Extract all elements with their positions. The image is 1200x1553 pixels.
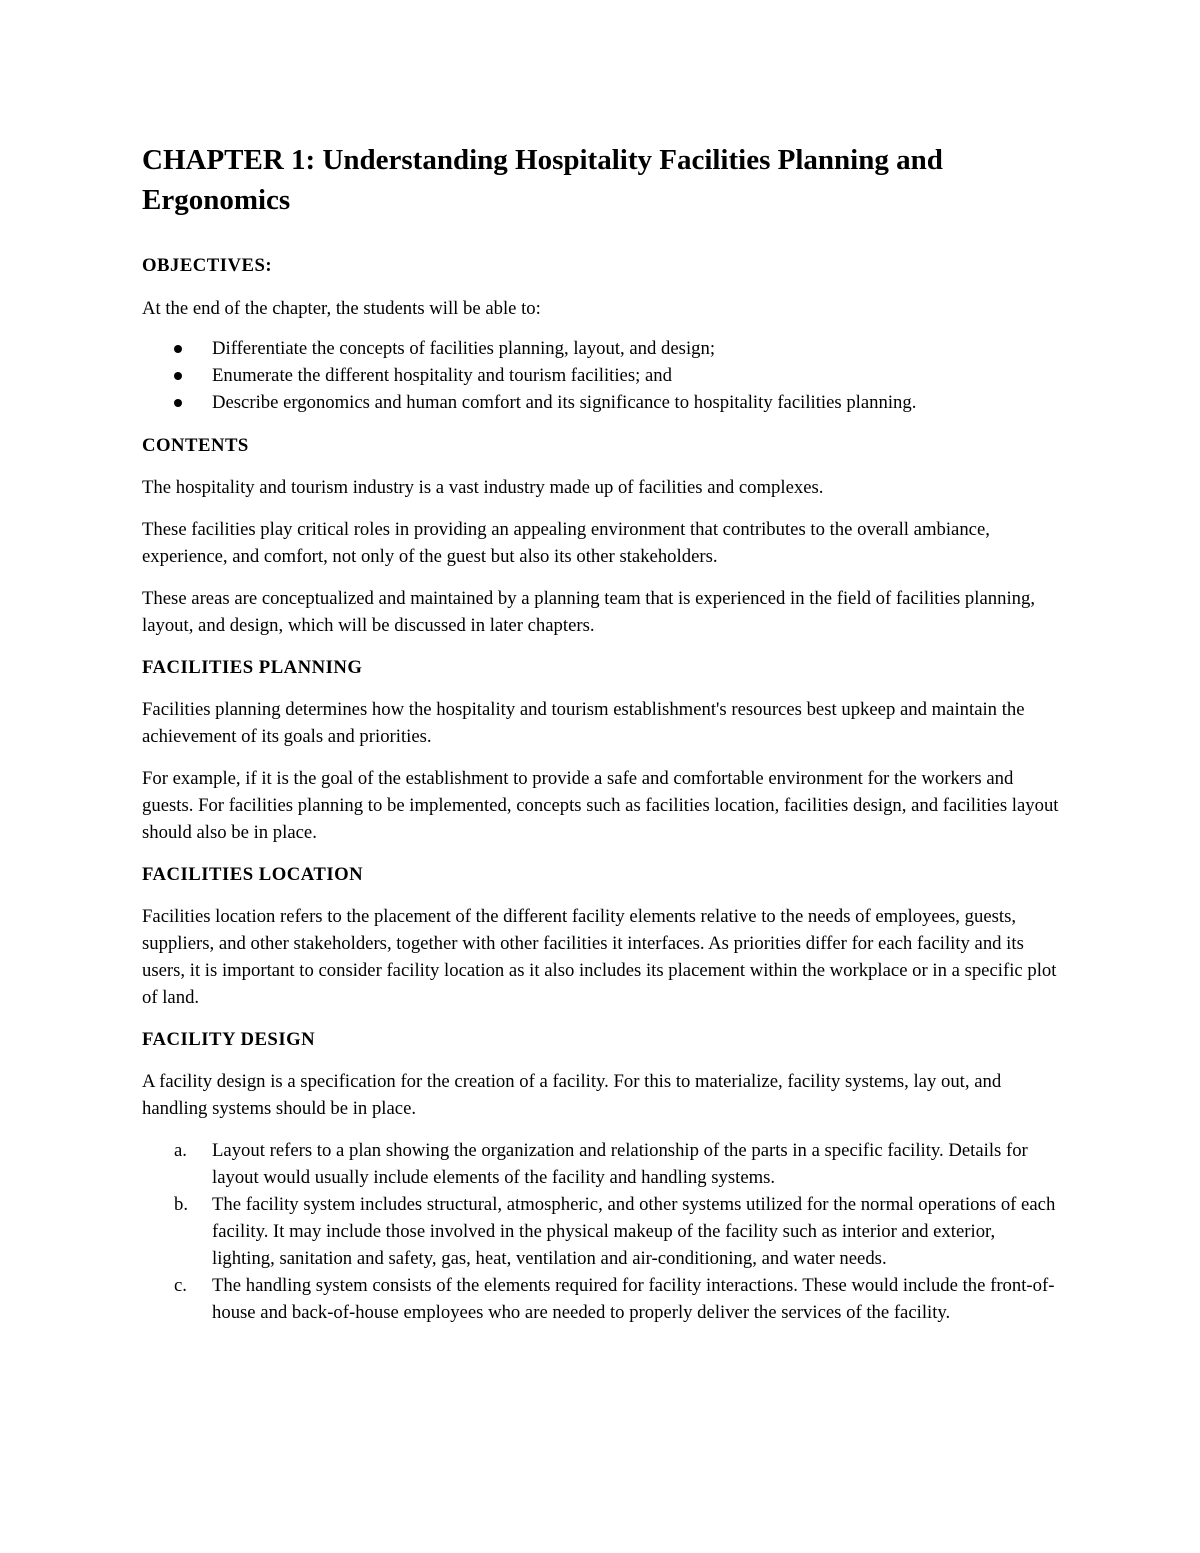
bullet-icon bbox=[174, 399, 182, 407]
objectives-list bbox=[142, 335, 1062, 416]
objective-item: Enumerate the different hospitality and tourism facilities; and bbox=[142, 362, 1062, 389]
contents-heading: CONTENTS bbox=[142, 435, 249, 456]
chapter-title: CHAPTER 1: Understanding Hospitality Facilities Planning and Ergonomics bbox=[142, 144, 943, 216]
facilities-planning-paragraph: Facilities planning determines how the hospitality and tourism establishment's resources best upkeep and maintain the achievement of its goals and priorities. bbox=[142, 699, 1025, 747]
contents-paragraph: The hospitality and tourism industry is a vast industry made up of facilities and complexes. bbox=[142, 477, 824, 498]
facilities-location-paragraph: Facilities location refers to the placement of the different facility elements relative to the needs of employees, guests, suppliers, and other stakeholders, together with other facilities it interfaces. As priorities differ for each facility and its users, it is important to consider facility location as it also includes its placement within the workplace or in a specific plot of land. bbox=[142, 906, 1057, 1008]
bullet-icon bbox=[174, 372, 182, 380]
bullet-icon bbox=[174, 345, 182, 353]
objective-item: Describe ergonomics and human comfort and its significance to hospitality facilities planning. bbox=[142, 389, 1062, 416]
facilities-planning-heading: FACILITIES PLANNING bbox=[142, 657, 363, 678]
facility-design-heading: FACILITY DESIGN bbox=[142, 1029, 316, 1050]
objectives-intro: At the end of the chapter, the students will be able to: bbox=[142, 298, 541, 319]
contents-paragraph: These facilities play critical roles in providing an appealing environment that contributes to the overall ambiance, experience, and comfort, not only of the guest but also its other stakeholders. bbox=[142, 519, 990, 567]
objective-item: Differentiate the concepts of facilities planning, layout, and design; bbox=[142, 335, 1062, 362]
design-list-item: a. Layout refers to a plan showing the organization and relationship of the parts in a specific facility. Details for layout would usually include elements of the facility and handling systems. bbox=[174, 1140, 1028, 1188]
facility-design-paragraph: A facility design is a specification for the creation of a facility. For this to materialize, facility systems, lay out, and handling systems should be in place. bbox=[142, 1071, 1002, 1119]
design-list-item: c. The handling system consists of the elements required for facility interactions. These would include the front-of-house and back-of-house employees who are needed to properly deliver the services of the facility. bbox=[174, 1275, 1055, 1323]
objectives-heading: OBJECTIVES: bbox=[142, 255, 273, 276]
design-list-item: b. The facility system includes structural, atmospheric, and other systems utilized for the normal operations of each facility. It may include those involved in the physical makeup of the facility such as interior and exterior, lighting, sanitation and safety, gas, heat, ventilation and air-conditioning, and water needs. bbox=[174, 1194, 1056, 1269]
facility-design-list bbox=[142, 1137, 1062, 1326]
contents-paragraph: These areas are conceptualized and maintained by a planning team that is experienced in the field of facilities planning, layout, and design, which will be discussed in later chapters. bbox=[142, 588, 1036, 636]
document-content bbox=[142, 140, 1062, 1326]
facilities-planning-paragraph: For example, if it is the goal of the establishment to provide a safe and comfortable environment for the workers and guests. For facilities planning to be implemented, concepts such as facilities location, facilities design, and facilities layout should also be in place. bbox=[142, 768, 1059, 843]
facilities-location-heading: FACILITIES LOCATION bbox=[142, 864, 364, 885]
